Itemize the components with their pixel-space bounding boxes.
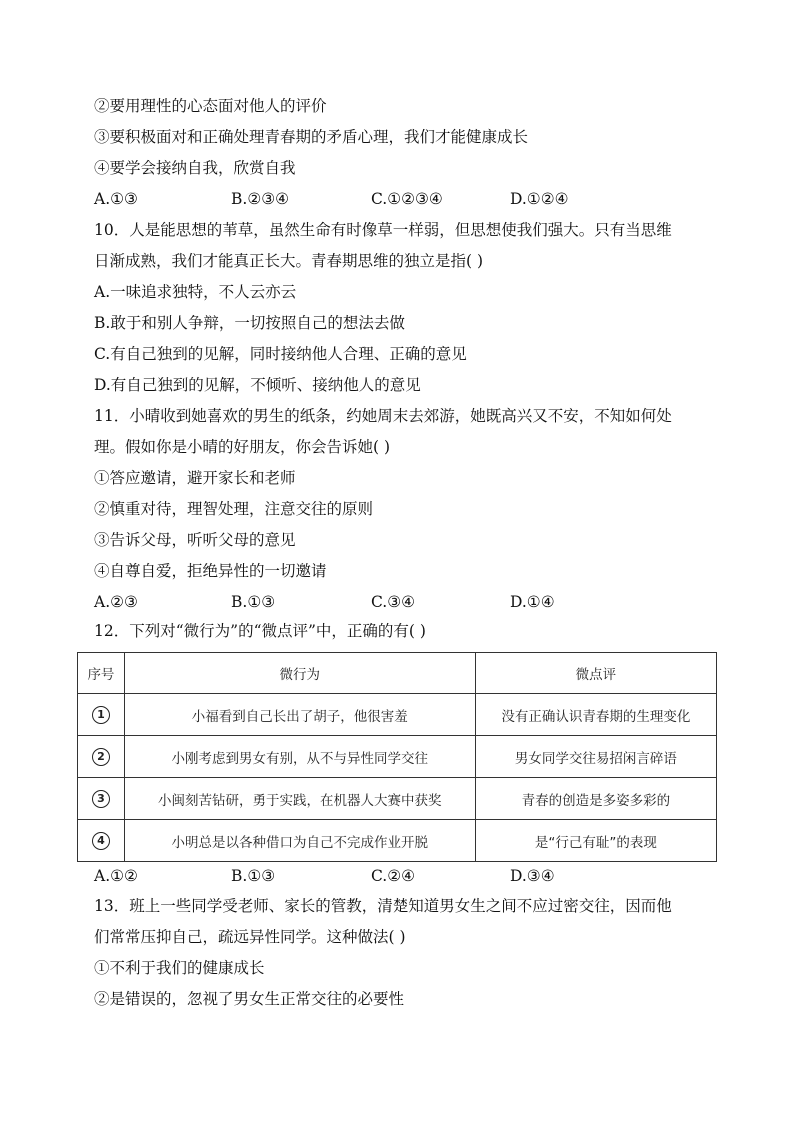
row-comment: 男女同学交往易招闲言碎语	[475, 736, 716, 778]
table-header-row	[78, 653, 717, 694]
header-no: 序号	[78, 653, 125, 694]
table-row	[78, 820, 717, 862]
q13-stem-line2: 们常常压抑自己，疏远异性同学。这种做法( )	[94, 928, 406, 946]
header-comment: 微点评	[475, 653, 716, 694]
q11-option-b: B.①③	[231, 593, 276, 611]
table-row	[78, 694, 717, 736]
q9-item-2: ②要用理性的心态面对他人的评价	[94, 97, 327, 115]
q11-option-a: A.②③	[94, 593, 138, 611]
q9-option-d: D.①②④	[510, 190, 569, 208]
row-number-2: 2	[92, 748, 110, 766]
micro-behavior-table	[77, 652, 717, 862]
row-behavior: 小刚考虑到男女有别，从不与异性同学交往	[124, 736, 475, 778]
row-comment: 没有正确认识青春期的生理变化	[475, 694, 716, 736]
q10-stem-line2: 日渐成熟，我们才能真正长大。青春期思维的独立是指( )	[94, 252, 484, 270]
q11-option-d: D.①④	[510, 593, 555, 611]
q11-item-3: ③告诉父母，听听父母的意见	[94, 531, 296, 549]
q9-options	[94, 189, 654, 209]
q11-option-c: C.③④	[371, 593, 416, 611]
row-number-4: 4	[92, 832, 110, 850]
table-row	[78, 778, 717, 820]
row-behavior: 小福看到自己长出了胡子，他很害羞	[124, 694, 475, 736]
row-number-1: 1	[92, 706, 110, 724]
q9-option-a: A.①③	[94, 190, 138, 208]
header-behavior: 微行为	[124, 653, 475, 694]
q12-options	[94, 866, 654, 886]
q11-item-1: ①答应邀请，避开家长和老师	[94, 469, 296, 487]
q12-stem: 12．下列对“微行为”的“微点评”中，正确的有( )	[94, 622, 426, 640]
q9-option-b: B.②③④	[231, 190, 290, 208]
q13-stem-line1: 13．班上一些同学受老师、家长的管教，清楚知道男女生之间不应过密交往，因而他	[94, 897, 672, 915]
q12-option-a: A.①②	[94, 867, 138, 885]
row-comment: 青春的创造是多姿多彩的	[475, 778, 716, 820]
row-behavior: 小明总是以各种借口为自己不完成作业开脱	[124, 820, 475, 862]
row-number-3: 3	[92, 790, 110, 808]
q11-stem-line2: 理。假如你是小晴的好朋友，你会告诉她( )	[94, 438, 391, 456]
row-comment: 是“行己有耻”的表现	[475, 820, 716, 862]
q11-stem-line1: 11．小晴收到她喜欢的男生的纸条，约她周末去郊游，她既高兴又不安，不知如何处	[94, 407, 672, 425]
q12-option-c: C.②④	[371, 867, 416, 885]
q9-option-c: C.①②③④	[371, 190, 443, 208]
row-behavior: 小闽刻苦钻研，勇于实践，在机器人大赛中获奖	[124, 778, 475, 820]
q11-options	[94, 592, 654, 612]
q12-option-d: D.③④	[510, 867, 555, 885]
q10-stem-line1: 10．人是能思想的苇草，虽然生命有时像草一样弱，但思想使我们强大。只有当思维	[94, 221, 672, 239]
q11-item-4: ④自尊自爱，拒绝异性的一切邀请	[94, 562, 327, 580]
q10-option-c: C.有自己独到的见解，同时接纳他人合理、正确的意见	[94, 345, 467, 363]
q10-option-b: B.敢于和别人争辩，一切按照自己的想法去做	[94, 314, 405, 332]
q9-item-3: ③要积极面对和正确处理青春期的矛盾心理，我们才能健康成长	[94, 128, 529, 146]
q13-item-1: ①不利于我们的健康成长	[94, 959, 265, 977]
q13-item-2: ②是错误的，忽视了男女生正常交往的必要性	[94, 990, 405, 1008]
q11-item-2: ②慎重对待，理智处理，注意交往的原则	[94, 500, 374, 518]
q9-item-4: ④要学会接纳自我，欣赏自我	[94, 159, 296, 177]
q10-option-d: D.有自己独到的见解，不倾听、接纳他人的意见	[94, 376, 421, 394]
q10-option-a: A.一味追求独特，不人云亦云	[94, 283, 297, 301]
q12-option-b: B.①③	[231, 867, 276, 885]
table-row	[78, 736, 717, 778]
